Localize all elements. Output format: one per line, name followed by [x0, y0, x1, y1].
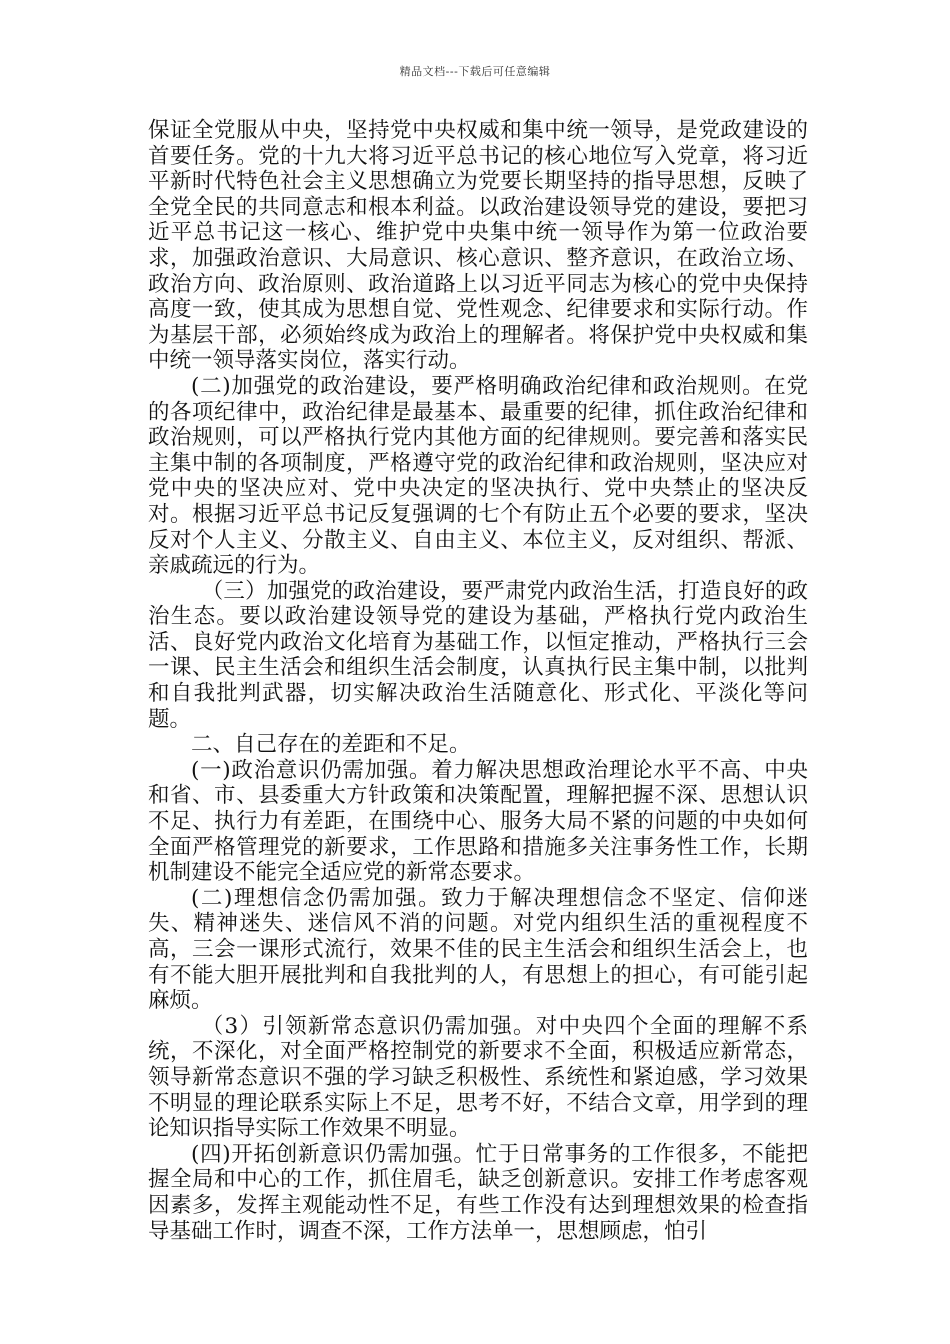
- document-body: [148, 118, 808, 1244]
- paragraph-shortcoming-4: (四)开拓创新意识仍需加强。忙于日常事务的工作很多，不能把握全局和中心的工作，抓住眉毛，缺乏创新意识。安排工作考虑客观因素多，发挥主观能动性不足，有些工作没有达到理想效果的检查指导基础工作时，调查不深，工作方法单一，思想顾虑，怕引: [148, 1141, 808, 1244]
- page-header: 精品文档---下载后可任意编辑: [399, 65, 551, 78]
- paragraph-shortcoming-2: (二)理想信念仍需加强。致力于解决理想信念不坚定、信仰迷失、精神迷失、迷信风不消的问题。对党内组织生活的重视程度不高，三会一课形式流行，效果不佳的民主生活会和组织生活会上，也有不能大胆开展批判和自我批判的人，有思想上的担心，有可能引起麻烦。: [148, 885, 808, 1014]
- paragraph-intro: 保证全党服从中央，坚持党中央权威和集中统一领导，是党政建设的首要任务。党的十九大将习近平总书记的核心地位写入党章，将习近平新时代特色社会主义思想确立为党要长期坚持的指导思想，反映了全党全民的共同意志和根本利益。以政治建设领导党的建设，要把习近平总书记这一核心、维护党中央集中统一领导作为第一位政治要求，加强政治意识、大局意识、核心意识、整齐意识，在政治立场、政治方向、政治原则、政治道路上以习近平同志为核心的党中央保持高度一致，使其成为思想自觉、党性观念、纪律要求和实际行动。作为基层干部，必须始终成为政治上的理解者。将保护党中央权威和集中统一领导落实岗位，落实行动。: [148, 118, 808, 374]
- paragraph-shortcoming-1: (一)政治意识仍需加强。着力解决思想政治理论水平不高、中央和省、市、县委重大方针政策和决策配置，理解把握不深、思想认识不足、执行力有差距，在围绕中心、服务大局不紧的问题的中央如何全面严格管理党的新要求，工作思路和措施多关注事务性工作，长期机制建设不能完全适应党的新常态要求。: [148, 757, 808, 886]
- heading-shortcomings: 二、自己存在的差距和不足。: [191, 732, 471, 758]
- paragraph-shortcoming-3: （3）引领新常态意识仍需加强。对中央四个全面的理解不系统，不深化，对全面严格控制党的新要求不全面，积极适应新常态，领导新常态意识不强的学习缺乏积极性、系统性和紧迫感，学习效果不明显的理论联系实际上不足，思考不好，不结合文章，用学到的理论知识指导实际工作效果不明显。: [148, 1013, 808, 1142]
- paragraph-section-3: （三）加强党的政治建设，要严肃党内政治生活，打造良好的政治生态。要以政治建设领导党的建设为基础，严格执行党内政治生活、良好党内政治文化培育为基础工作，以恒定推动，严格执行三会一课、民主生活会和组织生活会制度，认真执行民主集中制，以批判和自我批判武器，切实解决政治生活随意化、形式化、平淡化等问题。: [148, 578, 808, 732]
- paragraph-section-2: (二)加强党的政治建设，要严格明确政治纪律和政治规则。在党的各项纪律中，政治纪律是最基本、最重要的纪律，抓住政治纪律和政治规则，可以严格执行党内其他方面的纪律规则。要完善和落实民主集中制的各项制度，严格遵守党的政治纪律和政治规则，坚决应对党中央的坚决应对、党中央决定的坚决执行、党中央禁止的坚决反对。根据习近平总书记反复强调的七个有防止五个必要的要求，坚决反对个人主义、分散主义、自由主义、本位主义，反对组织、帮派、亲戚疏远的行为。: [148, 373, 808, 579]
